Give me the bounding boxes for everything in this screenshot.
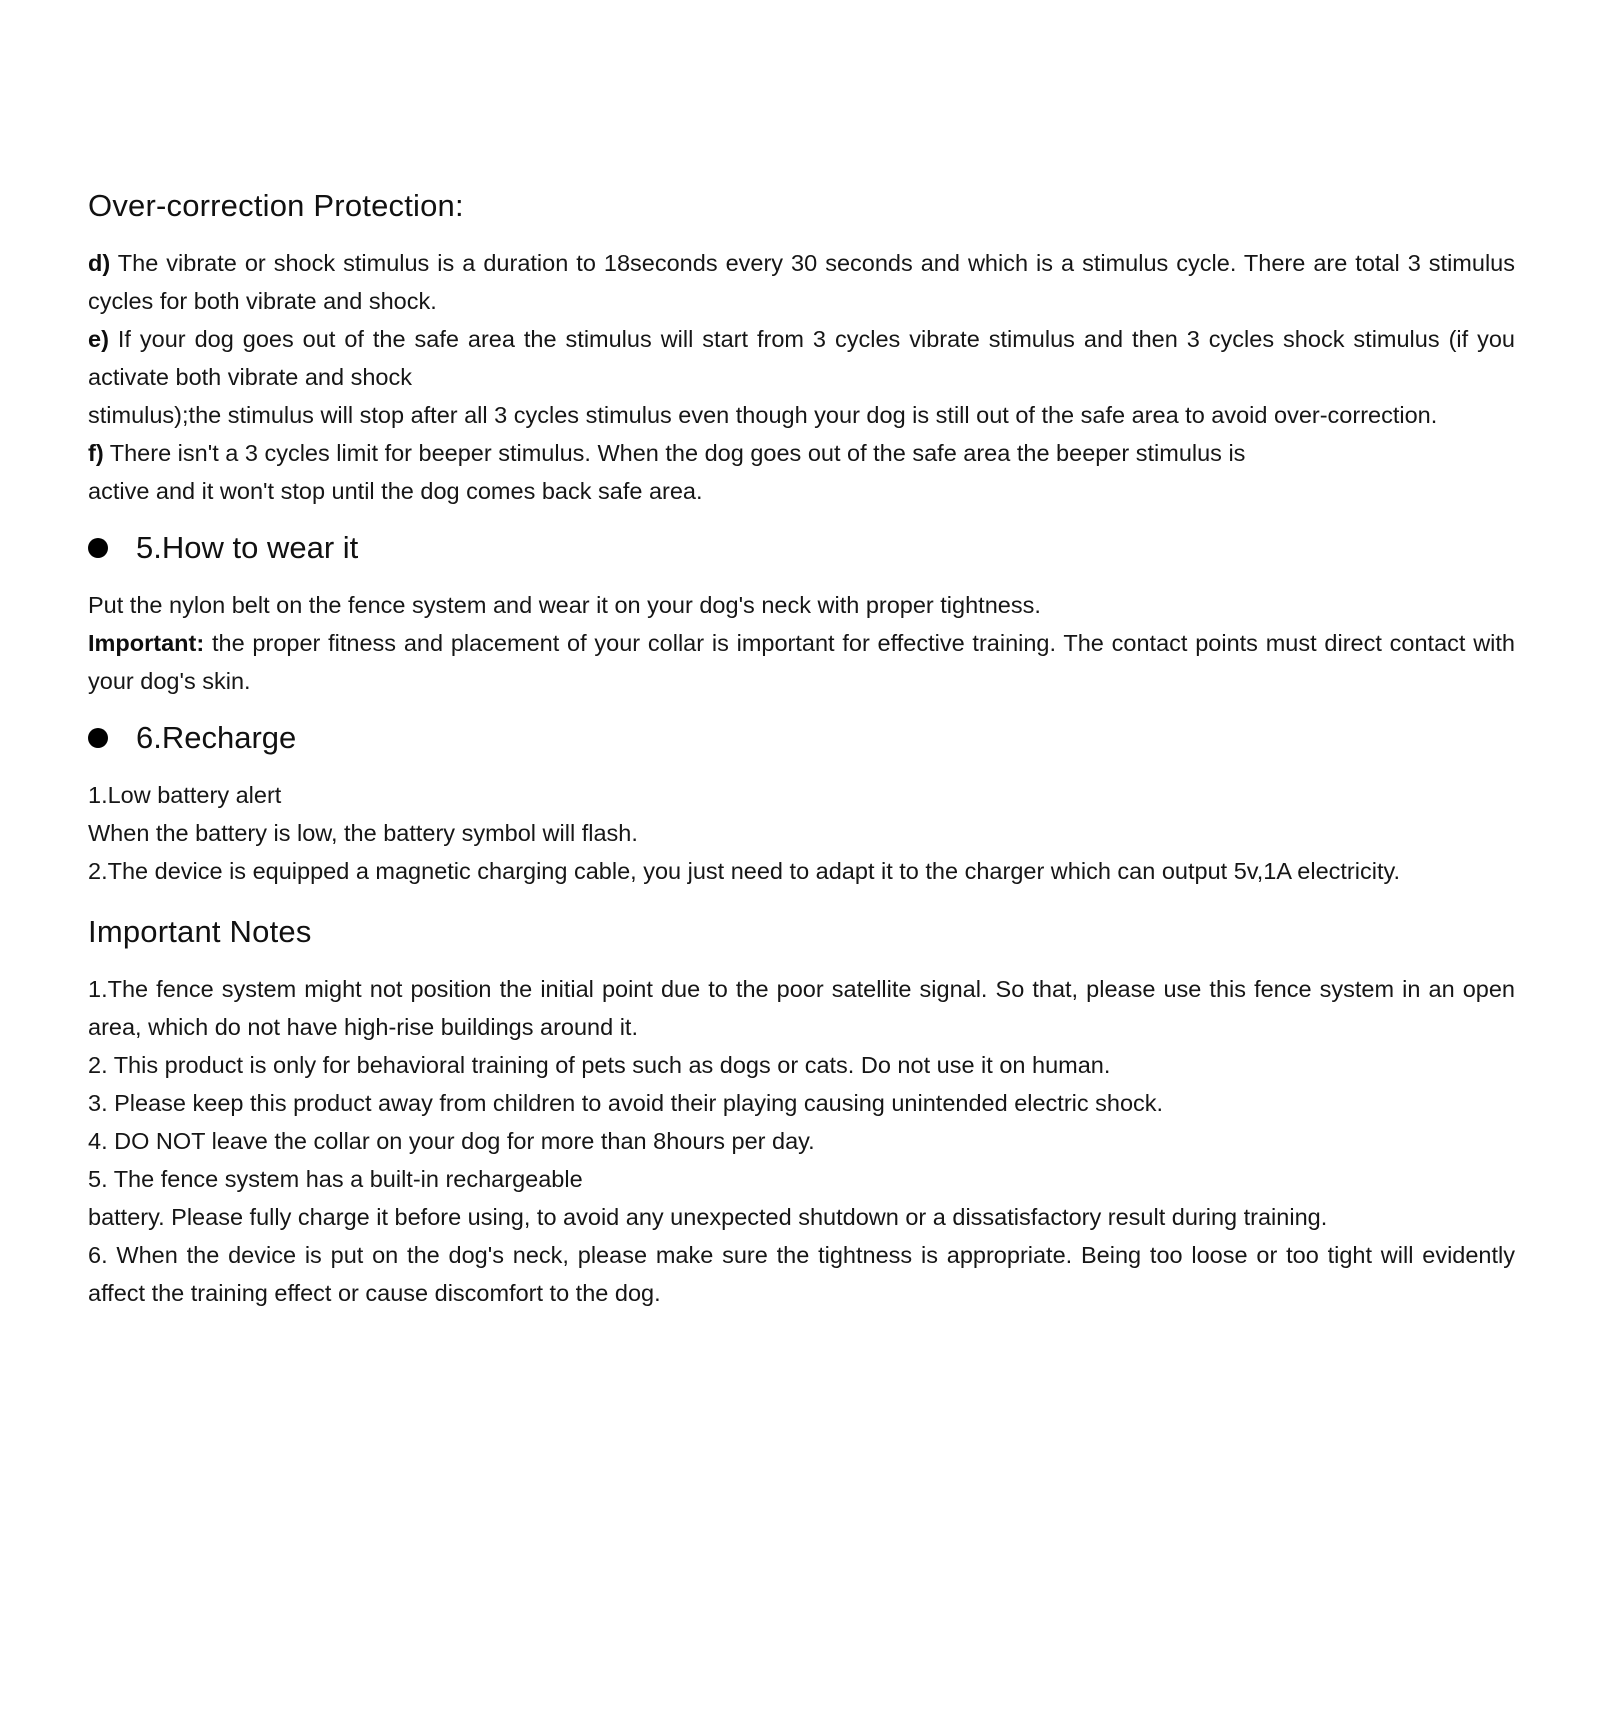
bold-text-run: Important: [88,630,205,656]
text-run: 1.The fence system might not position the initial point due to the poor satellite signal. So that, please use this fence system in an open area, which do not have high-rise buildings around it. [88,976,1515,1040]
text-run: If your dog goes out of the safe area the stimulus will start from 3 cycles vibrate stimulus and then 3 cycles shock stimulus (if you activate both vibrate and shock [88,326,1515,390]
paragraph [88,1122,1515,1160]
section-heading-5-how-to-wear-it [88,528,1515,568]
section-heading-label: 5.How to wear it [136,530,359,565]
text-run: the proper fitness and placement of your collar is important for effective training. The contact points must direct contact with your dog's skin. [88,630,1515,694]
section-heading-6-recharge [88,718,1515,758]
paragraph [88,852,1515,890]
text-run: active and it won't stop until the dog comes back safe area. [88,478,703,504]
section-heading-label: 6.Recharge [136,720,297,755]
text-run: stimulus);the stimulus will stop after all 3 cycles stimulus even though your dog is still out of the safe area to avoid over-correction. [88,402,1438,428]
paragraph [88,1160,1515,1236]
document-content [88,186,1515,1312]
paragraph [88,970,1515,1046]
text-run: 4. DO NOT leave the collar on your dog for more than 8hours per day. [88,1128,815,1154]
text-run: 6. When the device is put on the dog's neck, please make sure the tightness is appropriate. Being too loose or too tight will evidently affect the training effect or cause discomfort to the dog. [88,1242,1515,1306]
text-run: 2. This product is only for behavioral training of pets such as dogs or cats. Do not use it on human. [88,1052,1111,1078]
bold-text-run: d) [88,250,111,276]
paragraph [88,586,1515,624]
text-run: There isn't a 3 cycles limit for beeper stimulus. When the dog goes out of the safe area the beeper stimulus is [103,440,1246,466]
bold-text-run: f) [88,440,104,466]
paragraph [88,624,1515,700]
paragraph [88,1236,1515,1312]
paragraph [88,244,1515,320]
text-run: Put the nylon belt on the fence system and wear it on your dog's neck with proper tightness. [88,592,1041,618]
paragraph [88,320,1515,434]
paragraph [88,434,1515,510]
bullet-icon [88,728,108,748]
text-run: 3. Please keep this product away from children to avoid their playing causing unintended electric shock. [88,1090,1164,1116]
text-run: 1.Low battery alert [88,782,282,808]
text-run: 2.The device is equipped a magnetic charging cable, you just need to adapt it to the charger which can output 5v,1A electricity. [88,858,1401,884]
text-run: 5. The fence system has a built-in rechargeable [88,1166,583,1192]
bullet-icon [88,538,108,558]
text-run: battery. Please fully charge it before using, to avoid any unexpected shutdown or a dissatisfactory result during training. [88,1204,1328,1230]
section-heading-over-correction-protection: Over-correction Protection: [88,188,464,223]
paragraph [88,776,1515,814]
text-run: When the battery is low, the battery symbol will flash. [88,820,638,846]
section-heading-important-notes: Important Notes [88,914,312,949]
bold-text-run: e) [88,326,109,352]
paragraph [88,1084,1515,1122]
paragraph [88,814,1515,852]
paragraph [88,1046,1515,1084]
text-run: The vibrate or shock stimulus is a duration to 18seconds every 30 seconds and which is a stimulus cycle. There are total 3 stimulus cycles for both vibrate and shock. [88,250,1515,314]
